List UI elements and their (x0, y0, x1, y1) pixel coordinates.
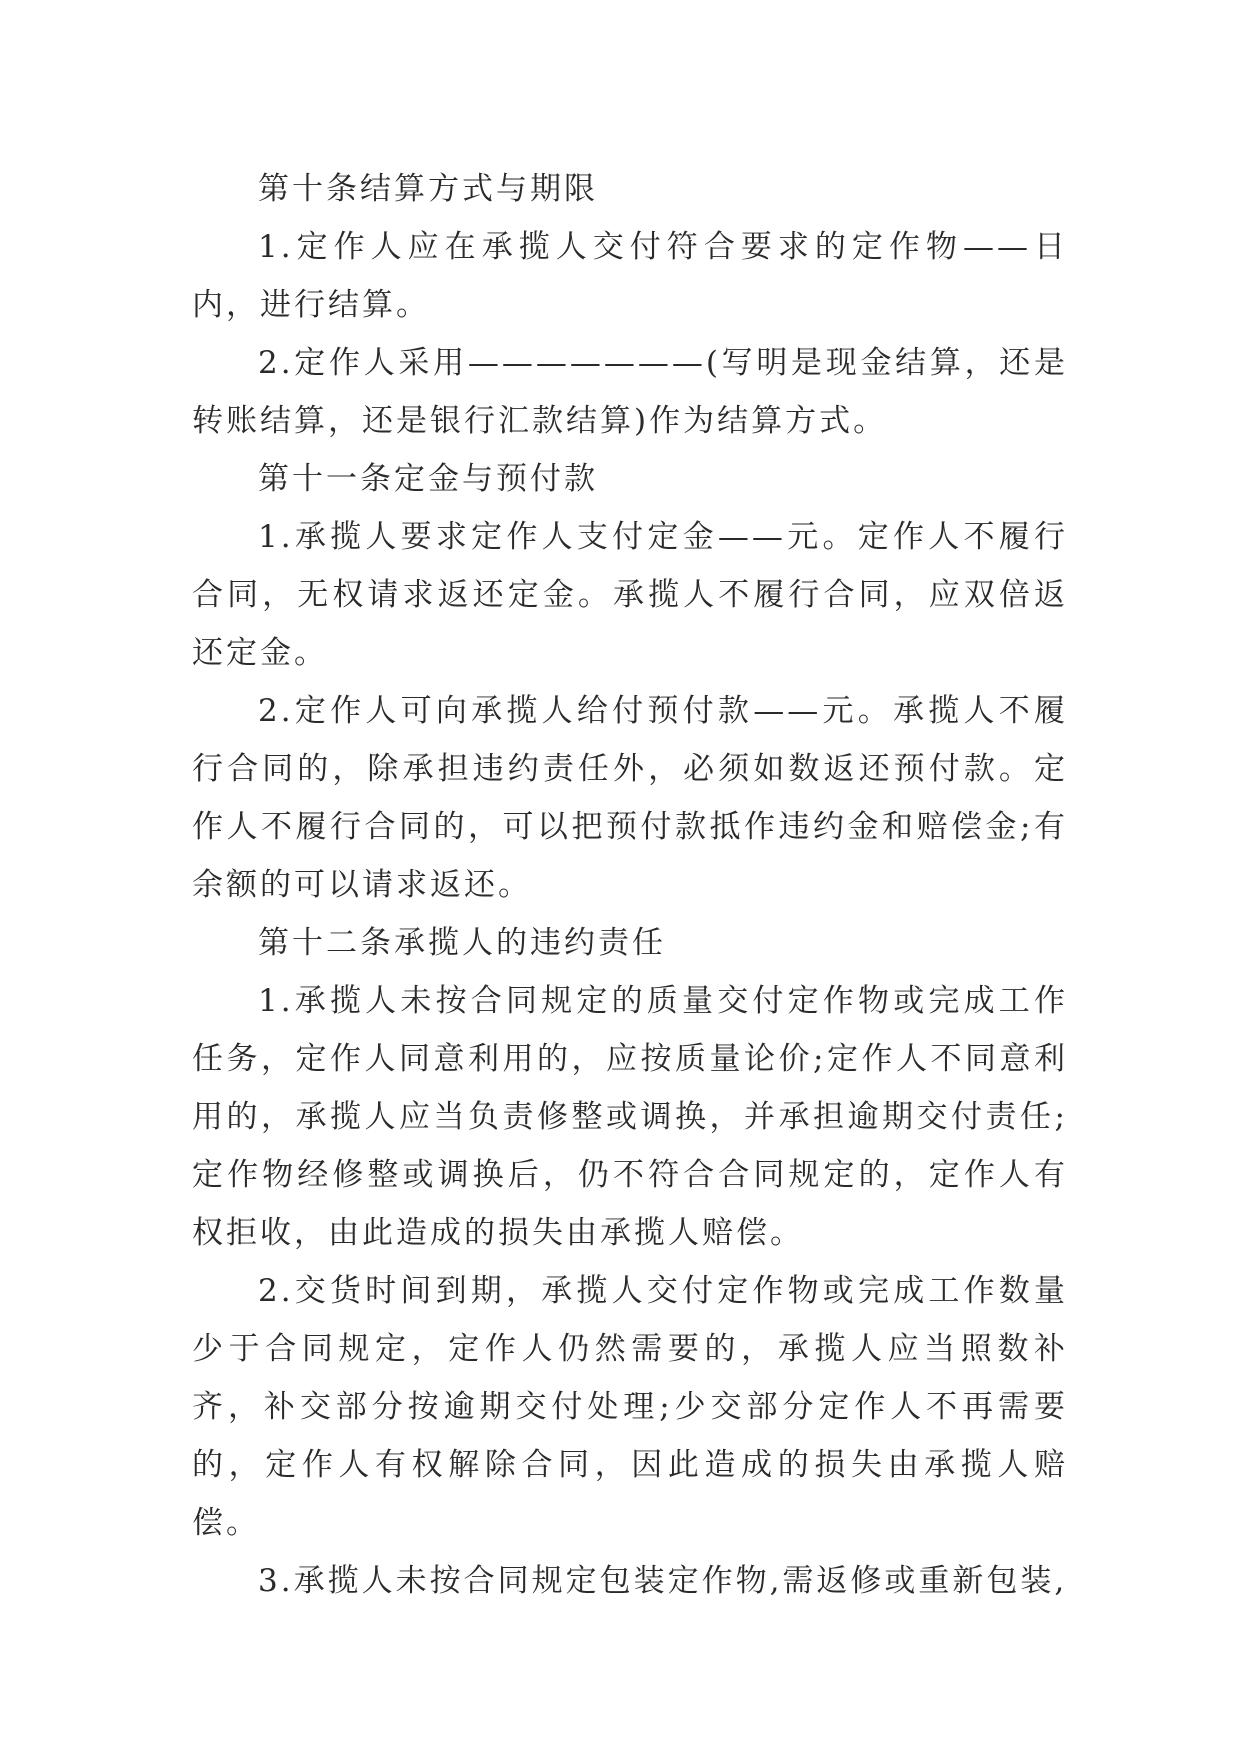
paragraph: 2.定作人采用———————(写明是现金结算，还是转账结算，还是银行汇款结算)作为结算方式。 (192, 345, 1068, 439)
paragraph: 2.交货时间到期，承揽人交付定作物或完成工作数量少于合同规定，定作人仍然需要的，承揽人应当照数补齐，补交部分按逾期交付处理;少交部分定作人不再需要的，定作人有权解除合同，因此造成的损失由承揽人赔偿。 (192, 1273, 1068, 1541)
section-heading: 第十一条定金与预付款 (258, 461, 598, 497)
paragraph: 2.定作人可向承揽人给付预付款——元。承揽人不履行合同的，除承担违约责任外，必须如数返还预付款。定作人不履行合同的，可以把预付款抵作违约金和赔偿金;有余额的可以请求返还。 (192, 693, 1068, 903)
document-body (192, 160, 1068, 1610)
paragraph: 3.承揽人未按合同规定包装定作物,需返修或重新包装, (258, 1563, 1068, 1599)
section-heading: 第十二条承揽人的违约责任 (258, 925, 666, 961)
paragraph: 1.承揽人未按合同规定的质量交付定作物或完成工作任务，定作人同意利用的，应按质量论价;定作人不同意利用的，承揽人应当负责修整或调换，并承担逾期交付责任;定作物经修整或调换后，仍不符合合同规定的，定作人有权拒收，由此造成的损失由承揽人赔偿。 (192, 983, 1068, 1251)
paragraph: 1.定作人应在承揽人交付符合要求的定作物——日内，进行结算。 (192, 229, 1068, 323)
paragraph: 1.承揽人要求定作人支付定金——元。定作人不履行合同，无权请求返还定金。承揽人不履行合同，应双倍返还定金。 (192, 519, 1068, 671)
section-heading: 第十条结算方式与期限 (258, 171, 598, 207)
